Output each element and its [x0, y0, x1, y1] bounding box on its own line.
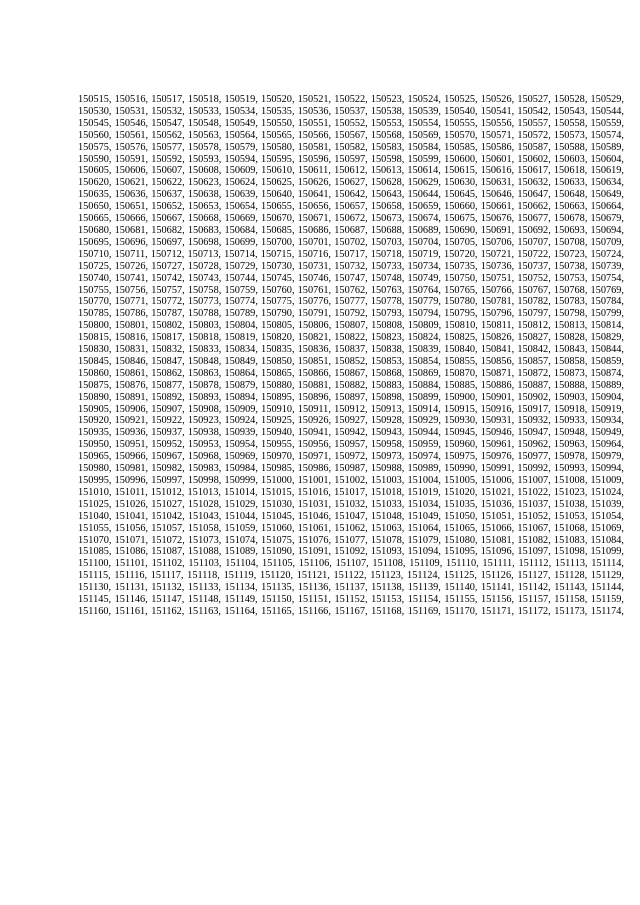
number-sequence-paragraph: 150515, 150516, 150517, 150518, 150519, 150520, 150521, 150522, 150523, 150524, 150525, 150526, 150527, 150528, 150529, 150530, 150531, 150532, 150533, 150534, 150535, 150536, 150537, 150538, 150539, 150540, 150541, 150542, 150543, 150544, 150545, 150546, 150547, 150548, 150549, 150550, 150551, 150552, 150553, 150554, 150555, 150556, 150557, 150558, 150559, 150560, 150561, 150562, 150563, 150564, 150565, 150566, 150567, 150568, 150569, 150570, 150571, 150572, 150573, 150574, 150575, 150576, 150577, 150578, 150579, 150580, 150581, 150582, 150583, 150584, 150585, 150586, 150587, 150588, 150589, 150590, 150591, 150592, 150593, 150594, 150595, 150596, 150597, 150598, 150599, 150600, 150601, 150602, 150603, 150604, 150605, 150606, 150607, 150608, 150609, 150610, 150611, 150612, 150613, 150614, 150615, 150616, 150617, 150618, 150619, 150620, 150621, 150622, 150623, 150624, 150625, 150626, 150627, 150628, 150629, 150630, 150631, 150632, 150633, 150634, 150635, 150636, 150637, 150638, 150639, 150640, 150641, 150642, 150643, 150644, 150645, 150646, 150647, 150648, 150649, 150650, 150651, 150652, 150653, 150654, 150655, 150656, 150657, 150658, 150659, 150660, 150661, 150662, 150663, 150664, 150665, 150666, 150667, 150668, 150669, 150670, 150671, 150672, 150673, 150674, 150675, 150676, 150677, 150678, 150679, 150680, 150681, 150682, 150683, 150684, 150685, 150686, 150687, 150688, 150689, 150690, 150691, 150692, 150693, 150694, 150695, 150696, 150697, 150698, 150699, 150700, 150701, 150702, 150703, 150704, 150705, 150706, 150707, 150708, 150709, 150710, 150711, 150712, 150713, 150714, 150715, 150716, 150717, 150718, 150719, 150720, 150721, 150722, 150723, 150724, 150725, 150726, 150727, 150728, 150729, 150730, 150731, 150732, 150733, 150734, 150735, 150736, 150737, 150738, 150739, 150740, 150741, 150742, 150743, 150744, 150745, 150746, 150747, 150748, 150749, 150750, 150751, 150752, 150753, 150754, 150755, 150756, 150757, 150758, 150759, 150760, 150761, 150762, 150763, 150764, 150765, 150766, 150767, 150768, 150769, 150770, 150771, 150772, 150773, 150774, 150775, 150776, 150777, 150778, 150779, 150780, 150781, 150782, 150783, 150784, 150785, 150786, 150787, 150788, 150789, 150790, 150791, 150792, 150793, 150794, 150795, 150796, 150797, 150798, 150799, 150800, 150801, 150802, 150803, 150804, 150805, 150806, 150807, 150808, 150809, 150810, 150811, 150812, 150813, 150814, 150815, 150816, 150817, 150818, 150819, 150820, 150821, 150822, 150823, 150824, 150825, 150826, 150827, 150828, 150829, 150830, 150831, 150832, 150833, 150834, 150835, 150836, 150837, 150838, 150839, 150840, 150841, 150842, 150843, 150844, 150845, 150846, 150847, 150848, 150849, 150850, 150851, 150852, 150853, 150854, 150855, 150856, 150857, 150858, 150859, 150860, 150861, 150862, 150863, 150864, 150865, 150866, 150867, 150868, 150869, 150870, 150871, 150872, 150873, 150874, 150875, 150876, 150877, 150878, 150879, 150880, 150881, 150882, 150883, 150884, 150885, 150886, 150887, 150888, 150889, 150890, 150891, 150892, 150893, 150894, 150895, 150896, 150897, 150898, 150899, 150900, 150901, 150902, 150903, 150904, 150905, 150906, 150907, 150908, 150909, 150910, 150911, 150912, 150913, 150914, 150915, 150916, 150917, 150918, 150919, 150920, 150921, 150922, 150923, 150924, 150925, 150926, 150927, 150928, 150929, 150930, 150931, 150932, 150933, 150934, 150935, 150936, 150937, 150938, 150939, 150940, 150941, 150942, 150943, 150944, 150945, 150946, 150947, 150948, 150949, 150950, 150951, 150952, 150953, 150954, 150955, 150956, 150957, 150958, 150959, 150960, 150961, 150962, 150963, 150964, 150965, 150966, 150967, 150968, 150969, 150970, 150971, 150972, 150973, 150974, 150975, 150976, 150977, 150978, 150979, 150980, 150981, 150982, 150983, 150984, 150985, 150986, 150987, 150988, 150989, 150990, 150991, 150992, 150993, 150994, 150995, 150996, 150997, 150998, 150999, 151000, 151001, 151002, 151003, 151004, 151005, 151006, 151007, 151008, 151009, 151010, 151011, 151012, 151013, 151014, 151015, 151016, 151017, 151018, 151019, 151020, 151021, 151022, 151023, 151024, 151025, 151026, 151027, 151028, 151029, 151030, 151031, 151032, 151033, 151034, 151035, 151036, 151037, 151038, 151039, 151040, 151041, 151042, 151043, 151044, 151045, 151046, 151047, 151048, 151049, 151050, 151051, 151052, 151053, 151054, 151055, 151056, 151057, 151058, 151059, 151060, 151061, 151062, 151063, 151064, 151065, 151066, 151067, 151068, 151069, 151070, 151071, 151072, 151073, 151074, 151075, 151076, 151077, 151078, 151079, 151080, 151081, 151082, 151083, 151084, 151085, 151086, 151087, 151088, 151089, 151090, 151091, 151092, 151093, 151094, 151095, 151096, 151097, 151098, 151099, 151100, 151101, 151102, 151103, 151104, 151105, 151106, 151107, 151108, 151109, 151110, 151111, 151112, 151113, 151114, 151115, 151116, 151117, 151118, 151119, 151120, 151121, 151122, 151123, 151124, 151125, 151126, 151127, 151128, 151129, 151130, 151131, 151132, 151133, 151134, 151135, 151136, 151137, 151138, 151139, 151140, 151141, 151142, 151143, 151144, 151145, 151146, 151147, 151148, 151149, 151150, 151151, 151152, 151153, 151154, 151155, 151156, 151157, 151158, 151159, 151160, 151161, 151162, 151163, 151164, 151165, 151166, 151167, 151168, 151169, 151170, 151171, 151172, 151173, 151174, — [78, 94, 624, 617]
